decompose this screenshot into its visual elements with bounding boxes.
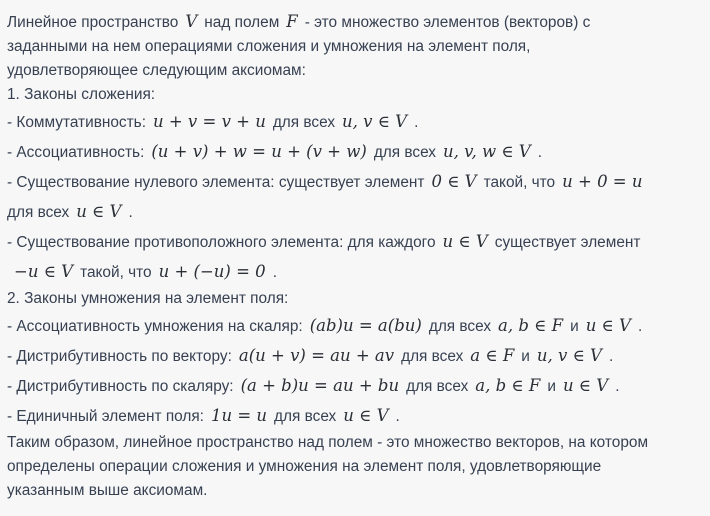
axiom-condition: u ∈ V bbox=[76, 202, 122, 221]
axiom-period: . bbox=[128, 204, 133, 221]
axiom-associativity-addition bbox=[7, 137, 707, 167]
axiom-formula: 1u = u bbox=[210, 406, 268, 425]
axiom-condition: u ∈ V bbox=[343, 406, 389, 425]
axiom-label: - Ассоциативность: bbox=[7, 144, 145, 161]
intro-text: Линейное пространство bbox=[7, 14, 179, 31]
axiom-condition: u, v ∈ V bbox=[342, 112, 408, 131]
axiom-formula: a(u + v) = au + av bbox=[238, 346, 395, 365]
axiom-label: - Существование нулевого элемента: существует элемент bbox=[7, 174, 425, 191]
axiom-formula: (u + v) + w = u + (v + w) bbox=[151, 142, 367, 161]
axiom-period: . bbox=[414, 114, 419, 131]
axiom-scalar-associativity bbox=[7, 311, 707, 341]
axiom-scalar-distributivity bbox=[7, 371, 707, 401]
axiom-zero-element-cont bbox=[7, 197, 707, 227]
axiom-period: . bbox=[608, 348, 614, 365]
axiom-text: и bbox=[547, 378, 556, 395]
axiom-inverse-element-cont bbox=[7, 257, 707, 287]
axiom-commutativity bbox=[7, 107, 707, 137]
axiom-label: - Коммутативность: bbox=[7, 114, 146, 131]
axiom-element: −u ∈ V bbox=[14, 262, 74, 281]
conclusion-line-1: Таким образом, линейное пространство над полем - это множество векторов, на котором bbox=[7, 434, 649, 451]
intro-line-1 bbox=[7, 8, 707, 35]
axiom-label: - Дистрибутивность по скаляру: bbox=[7, 378, 234, 395]
axiom-condition: u, v, w ∈ V bbox=[443, 142, 531, 161]
conclusion-line-2: определены операции сложения и умножения на элемент поля, удовлетворяющие bbox=[7, 458, 602, 475]
math-field-F: F bbox=[286, 12, 298, 31]
axiom-text: для всех bbox=[272, 114, 336, 131]
axiom-text: для всех bbox=[373, 144, 436, 161]
axiom-text: и bbox=[570, 318, 579, 335]
axiom-text: для всех bbox=[428, 318, 492, 335]
axiom-period: . bbox=[395, 408, 400, 425]
axiom-formula: (ab)u = a(bu) bbox=[309, 316, 422, 335]
axiom-period: . bbox=[615, 378, 620, 395]
axiom-label: - Ассоциативность умножения на скаляр: bbox=[7, 318, 303, 335]
axiom-text: для всех bbox=[7, 204, 70, 221]
axiom-condition: u ∈ V bbox=[562, 376, 609, 395]
axiom-formula: (a + b)u = au + bu bbox=[240, 376, 400, 395]
intro-text: над полем bbox=[204, 14, 280, 31]
conclusion-line-3: указанным выше аксиомам. bbox=[7, 482, 208, 499]
axiom-formula: u + (−u) = 0 bbox=[158, 262, 266, 281]
axiom-label: - Единичный элемент поля: bbox=[7, 408, 204, 425]
intro-text: - это множество элементов (векторов) с bbox=[304, 14, 591, 31]
document-body bbox=[7, 8, 707, 503]
axiom-formula: u + 0 = u bbox=[562, 172, 643, 191]
axiom-text: для всех bbox=[406, 378, 469, 395]
math-space-V: V bbox=[185, 12, 198, 31]
axiom-text: и bbox=[521, 348, 530, 365]
axiom-period: . bbox=[537, 144, 542, 161]
axiom-zero-element bbox=[7, 167, 707, 197]
section-heading-addition: 1. Законы сложения: bbox=[7, 86, 156, 103]
axiom-condition: a, b ∈ F bbox=[498, 316, 564, 335]
axiom-label: - Дистрибутивность по вектору: bbox=[7, 348, 232, 365]
axiom-condition: u, v ∈ V bbox=[536, 346, 602, 365]
axiom-label: - Существование противоположного элемента: для каждого bbox=[7, 234, 436, 251]
axiom-element: u ∈ V bbox=[442, 232, 488, 251]
axiom-condition: a, b ∈ F bbox=[475, 376, 541, 395]
axiom-text: для всех bbox=[401, 348, 464, 365]
axiom-condition: a ∈ F bbox=[470, 346, 515, 365]
intro-line-3: удовлетворяющее следующим аксиомам: bbox=[7, 62, 306, 79]
axiom-text: существует элемент bbox=[494, 234, 641, 251]
section-heading-multiplication: 2. Законы умножения на элемент поля: bbox=[7, 290, 289, 307]
axiom-text: такой, что bbox=[80, 264, 152, 281]
axiom-condition: u ∈ V bbox=[585, 316, 631, 335]
axiom-unit-element bbox=[7, 401, 707, 431]
axiom-vector-distributivity bbox=[7, 341, 707, 371]
axiom-text: для всех bbox=[274, 408, 337, 425]
axiom-formula: u + v = v + u bbox=[152, 112, 266, 131]
axiom-element: 0 ∈ V bbox=[431, 172, 477, 191]
axiom-text: такой, что bbox=[483, 174, 556, 191]
axiom-period: . bbox=[637, 318, 643, 335]
intro-line-2: заданными на нем операциями сложения и умножения на элемент поля, bbox=[7, 38, 531, 55]
axiom-inverse-element bbox=[7, 227, 707, 257]
axiom-period: . bbox=[272, 264, 277, 281]
